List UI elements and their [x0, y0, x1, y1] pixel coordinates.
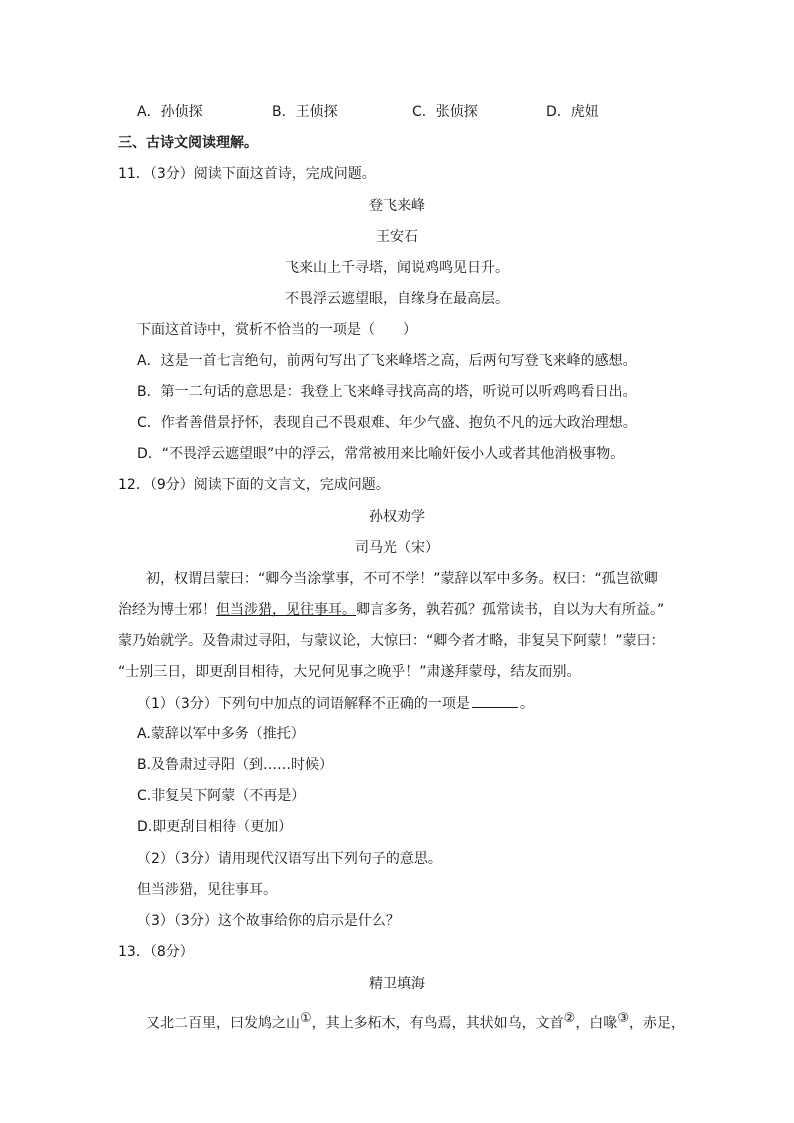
prev-option-c: C．张侦探 — [412, 104, 478, 120]
prev-option-a: A．孙侦探 — [137, 104, 203, 120]
q12-sub1-option-d: D.即更刮目相待（更加） — [137, 819, 293, 835]
q12-title: 孙权劝学 — [369, 509, 425, 525]
section-heading: 三、古诗文阅读理解。 — [118, 135, 258, 151]
answer-blank[interactable] — [472, 693, 518, 708]
footnote-mark-2: ② — [563, 1011, 576, 1026]
q12-sub2: （2）（3分）请用现代汉语写出下列句子的意思。 — [137, 851, 442, 867]
q12-stem: 12．（9分）阅读下面的文言文，完成问题。 — [118, 477, 390, 493]
prev-option-d: D．虎妞 — [546, 104, 599, 120]
q11-poem-title: 登飞来峰 — [369, 198, 425, 214]
q12-passage-line-2 — [118, 600, 664, 620]
footnote-mark-3: ③ — [617, 1011, 629, 1026]
q11-option-b: B．第一二句话的意思是：我登上飞来峰寻找高高的塔，听说可以听鸡鸣看日出。 — [137, 384, 637, 400]
prev-option-b: B．王侦探 — [272, 104, 338, 120]
q12-sub2-sentence: 但当涉猎，见往事耳。 — [137, 882, 277, 898]
q11-stem: 11．（3分）阅读下面这首诗，完成问题。 — [118, 166, 376, 182]
q13-title: 精卫填海 — [369, 976, 425, 992]
q12-sub1-text: （1）（3分）下列句中加点的词语解释不正确的一项是 — [137, 696, 470, 712]
q11-option-d: D．“不畏浮云遮望眼”中的浮云，常常被用来比喻奸佞小人或者其他消极事物。 — [137, 446, 625, 462]
footnote-mark-1: ① — [300, 1011, 312, 1026]
q11-poem-author: 王安石 — [376, 229, 418, 245]
q11-poem-line-1: 飞来山上千寻塔，闻说鸡鸣见日升。 — [285, 260, 509, 276]
q12-author: 司马光（宋） — [355, 540, 439, 556]
q13-text-c: ，白喙 — [575, 1015, 618, 1032]
q13-passage-line-1 — [146, 1009, 685, 1034]
q12-sub1-option-b: B.及鲁肃过寻阳（到……时候） — [137, 757, 334, 773]
q11-question: 下面这首诗中，赏析不恰当的一项是（ ） — [137, 322, 417, 338]
q12-sub1-option-c: C.非复吴下阿蒙（不再是） — [137, 788, 306, 804]
q12-passage-line-1: 初，权谓吕蒙曰：“卿今当涂掌事，不可不学！”蒙辞以军中多务。权曰：“孤岂欲卿 — [146, 571, 658, 587]
q12-underlined-sentence: 但当涉猎，见往事耳。 — [216, 602, 356, 618]
q11-option-a: A．这是一首七言绝句，前两句写出了飞来峰塔之高，后两句写登飞来峰的感想。 — [137, 353, 637, 369]
q12-sub1-option-a: A.蒙辞以军中多务（推托） — [137, 726, 305, 742]
q12-sub3: （3）（3分）这个故事给你的启示是什么？ — [137, 913, 400, 929]
q12-passage-line-2-start: 治经为博士邪！ — [118, 602, 216, 618]
q13-text-b: ，其上多柘木，有鸟焉，其状如乌，文首 — [311, 1015, 564, 1032]
q13-stem: 13．（8分） — [118, 944, 194, 960]
q12-passage-line-2-end: 卿言多务，孰若孤？孤常读书，自以为大有所益。” — [356, 602, 665, 618]
q11-option-c: C．作者善借景抒怀，表现自己不畏艰难、年少气盛、抱负不凡的远大政治理想。 — [137, 415, 637, 431]
q12-passage-line-4: “士别三日，即更刮目相待，大兄何见事之晚乎！”肃遂拜蒙母，结友而别。 — [118, 664, 581, 680]
q13-text-d: ，赤足， — [628, 1015, 685, 1032]
q12-sub1-period: 。 — [519, 696, 534, 712]
q12-passage-line-3: 蒙乃始就学。及鲁肃过寻阳，与蒙议论，大惊曰：“卿今者才略，非复吴下阿蒙！”蒙曰： — [118, 633, 665, 649]
q13-text-a: 又北二百里，曰发鸠之山 — [146, 1015, 300, 1032]
q11-poem-line-2: 不畏浮云遮望眼，自缘身在最高层。 — [285, 291, 509, 307]
q12-sub1 — [137, 693, 534, 714]
